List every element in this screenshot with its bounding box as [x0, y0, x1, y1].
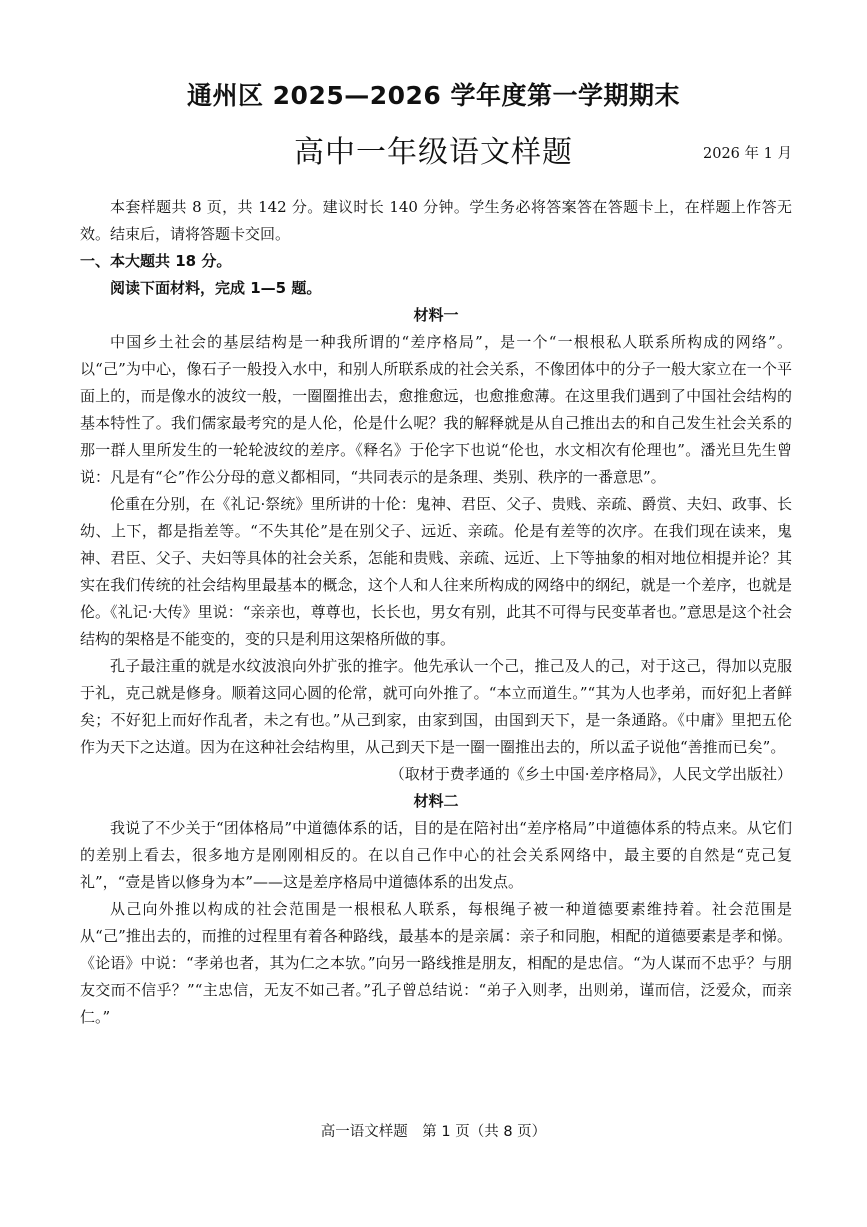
exam-content — [80, 194, 792, 1031]
source-citation: （取材于费孝通的《乡土中国·差序格局》，人民文学出版社） — [389, 765, 792, 783]
paragraph: 孔子最注重的就是水纹波浪向外扩张的推字。他先承认一个己，推己及人的己，对于这己，得加以克服于礼，克己就是修身。顺着这同心圆的伦常，就可向外推了。“本立而道生。”“其为人也孝弟，而好犯上者鲜矣；不好犯上而好作乱者，未之有也。”从己到家，由家到国，由国到天下，是一条通路。《中庸》里把五伦作为天下之达道。因为在这种社会结构里，从己到天下是一圈一圈推出去的，所以孟子说他“善推而已矣”。 — [80, 657, 792, 756]
paragraph: 伦重在分别，在《礼记·祭统》里所讲的十伦：鬼神、君臣、父子、贵贱、亲疏、爵赏、夫妇、政事、长幼、上下，都是指差等。“不失其伦”是在别父子、远近、亲疏。伦是有差等的次序。在我们现在读来，鬼神、君臣、父子、夫妇等具体的社会关系，怎能和贵贱、亲疏、远近、上下等抽象的相对地位相提并论？其实在我们传统的社会结构里最基本的概念，这个人和人往来所构成的网络中的纲纪，就是一个差序，也就是伦。《礼记·大传》里说：“亲亲也，尊尊也，长长也，男女有别，此其不可得与民变革者也。”意思是这个社会结构的架格是不能变的，变的只是利用这架格所做的事。 — [80, 495, 792, 648]
paragraph: 中国乡土社会的基层结构是一种我所谓的“差序格局”，是一个“一根根私人联系所构成的网络”。以“己”为中心，像石子一般投入水中，和别人所联系成的社会关系，不像团体中的分子一般大家立在一个平面上的，而是像水的波纹一般，一圈圈推出去，愈推愈远，也愈推愈薄。在这里我们遇到了中国社会结构的基本特性了。我们儒家最考究的是人伦，伦是什么呢？我的解释就是从自己推出去的和自己发生社会关系的那一群人里所发生的一轮轮波纹的差序。《释名》于伦字下也说“伦也，水文相次有伦理也”。潘光旦先生曾说：凡是有“仑”作公分母的意义都相同，“共同表示的是条理、类别、秩序的一番意思”。 — [80, 333, 792, 486]
reading-prompt: 阅读下面材料，完成 1—5 题。 — [110, 279, 322, 297]
material-title: 材料二 — [413, 792, 459, 810]
page-footer: 高一语文样题 第 1 页（共 8 页） — [320, 1124, 547, 1140]
paragraph: 我说了不少关于“团体格局”中道德体系的话，目的是在陪衬出“差序格局”中道德体系的特点来。从它们的差别上看去，很多地方是刚刚相反的。在以自己作中心的社会关系网络中，最主要的自然是“克己复礼”，“壹是皆以修身为本”——这是差序格局中道德体系的出发点。 — [80, 819, 792, 891]
paragraph: 从己向外推以构成的社会范围是一根根私人联系，每根绳子被一种道德要素维持着。社会范围是从“己”推出去的，而推的过程里有着各种路线，最基本的是亲属：亲子和同胞，相配的道德要素是孝和悌。《论语》中说：“孝弟也者，其为仁之本欤。”向另一路线推是朋友，相配的是忠信。“为人谋而不忠乎？与朋友交而不信乎？”“主忠信，无友不如己者。”孔子曾总结说：“弟子入则孝，出则弟，谨而信，泛爱众，而亲仁。” — [80, 900, 792, 1026]
instructions: 本套样题共 8 页，共 142 分。建议时长 140 分钟。学生务必将答案答在答题卡上，在样题上作答无效。结束后，请将答题卡交回。 — [80, 198, 792, 243]
section-heading: 一、本大题共 18 分。 — [80, 252, 232, 270]
exam-subtitle: 高中一年级语文样题 — [294, 135, 573, 170]
exam-title: 通州区 2025—2026 学年度第一学期期末 — [186, 81, 681, 110]
exam-date: 2026 年 1 月 — [703, 146, 792, 162]
material-title: 材料一 — [413, 306, 459, 324]
